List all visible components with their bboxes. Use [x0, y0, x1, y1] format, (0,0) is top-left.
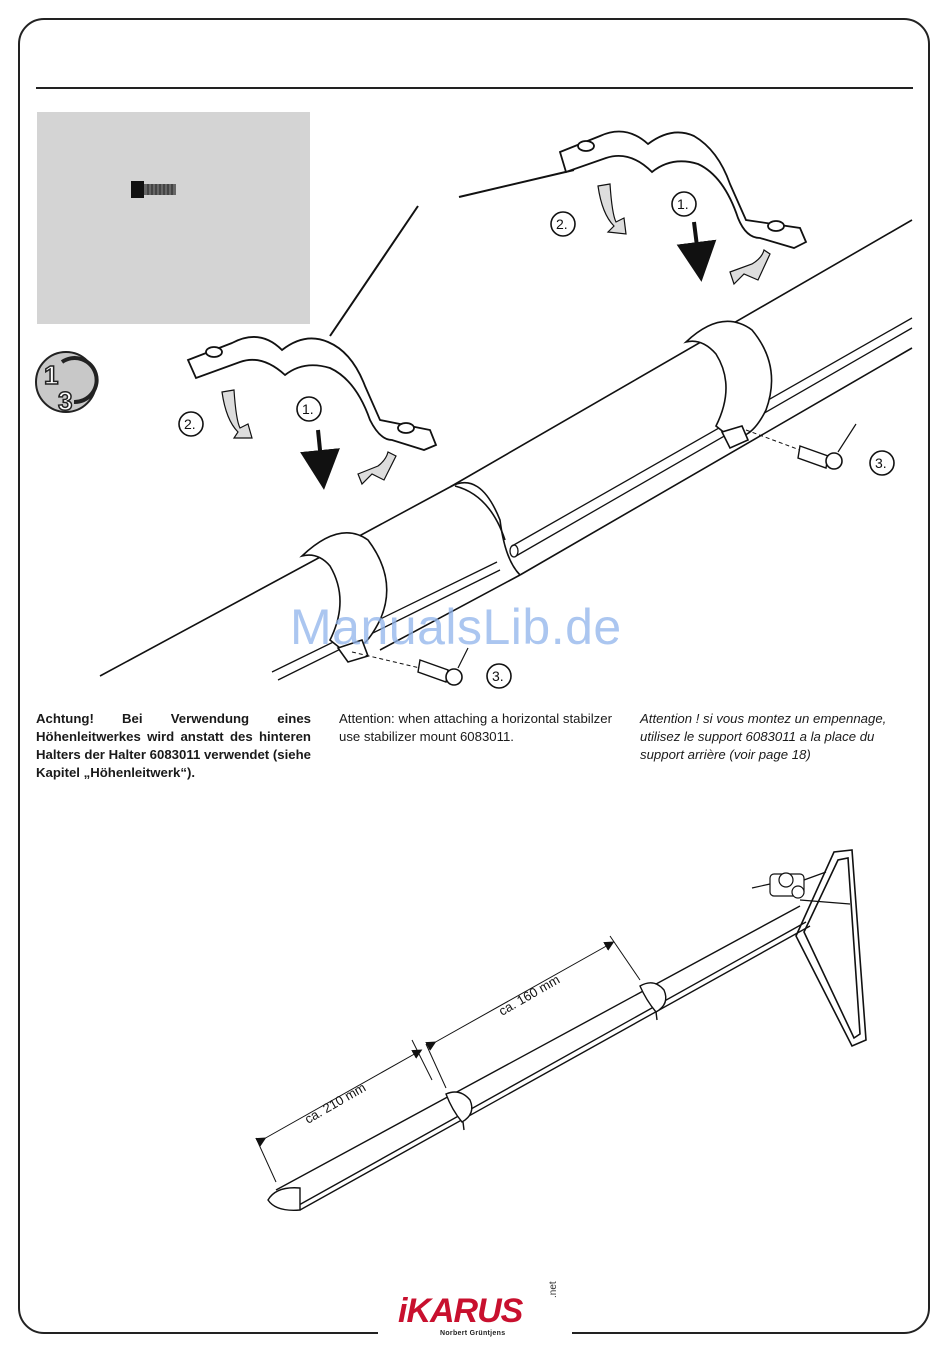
step-label-3-left: [487, 664, 511, 688]
dimension-line-160: [412, 936, 640, 1080]
screw-icon: [746, 424, 856, 469]
note-french: Attention ! si vous montez un empennage, utilisez le support 6083011 a la place du support arrière (voir page 18): [640, 711, 887, 762]
step-label-1-right: [672, 192, 696, 216]
badge-bottom-number: 3: [58, 386, 73, 416]
svg-text:3.: 3.: [492, 668, 504, 684]
leader-line-right: [459, 170, 574, 197]
note-german: Achtung! Bei Verwendung eines Höhenleitwerkes wird anstatt des hinteren Halters der Halter 6083011 verwendet (siehe Kapitel „Höhenleitwerk“).: [36, 711, 311, 780]
down-arrow-icon: [318, 430, 322, 470]
svg-text:1.: 1.: [302, 401, 314, 417]
upper-clamp-right: [560, 132, 806, 249]
dimension-label-210: ca. 210 mm: [302, 1079, 369, 1127]
svg-text:3.: 3.: [875, 455, 887, 471]
logo-net-suffix: .net: [548, 1281, 559, 1298]
tail-rotor-hub-icon: [752, 872, 850, 904]
dimension-label-160: ca. 160 mm: [496, 971, 563, 1019]
logo-wordmark: iKARUS: [398, 1292, 523, 1330]
step-label-2-right: [551, 212, 575, 236]
step-label-2-left: [179, 412, 203, 436]
overview-tail-boom: [268, 906, 810, 1210]
step-label-3-right: [870, 451, 894, 475]
down-arrow-icon: [694, 222, 699, 262]
boom-clamp-right: [686, 321, 772, 448]
leader-line-left: [330, 206, 418, 336]
svg-text:1.: 1.: [677, 196, 689, 212]
rotation-badge-icon: [36, 352, 97, 416]
logo-subtitle: Norbert Grüntjens: [440, 1330, 506, 1337]
note-english: Attention: when attaching a horizontal stabilzer use stabilizer mount 6083011.: [339, 711, 612, 744]
step-label-1-left: [297, 397, 321, 421]
screw-icon: [131, 181, 176, 198]
svg-text:2.: 2.: [556, 216, 568, 232]
ikarus-logo: [378, 1281, 572, 1342]
curved-arrow-icon: [222, 184, 770, 484]
badge-top-number: 1: [44, 360, 59, 390]
svg-text:2.: 2.: [184, 416, 196, 432]
watermark: ManualsLib.de: [290, 599, 622, 655]
